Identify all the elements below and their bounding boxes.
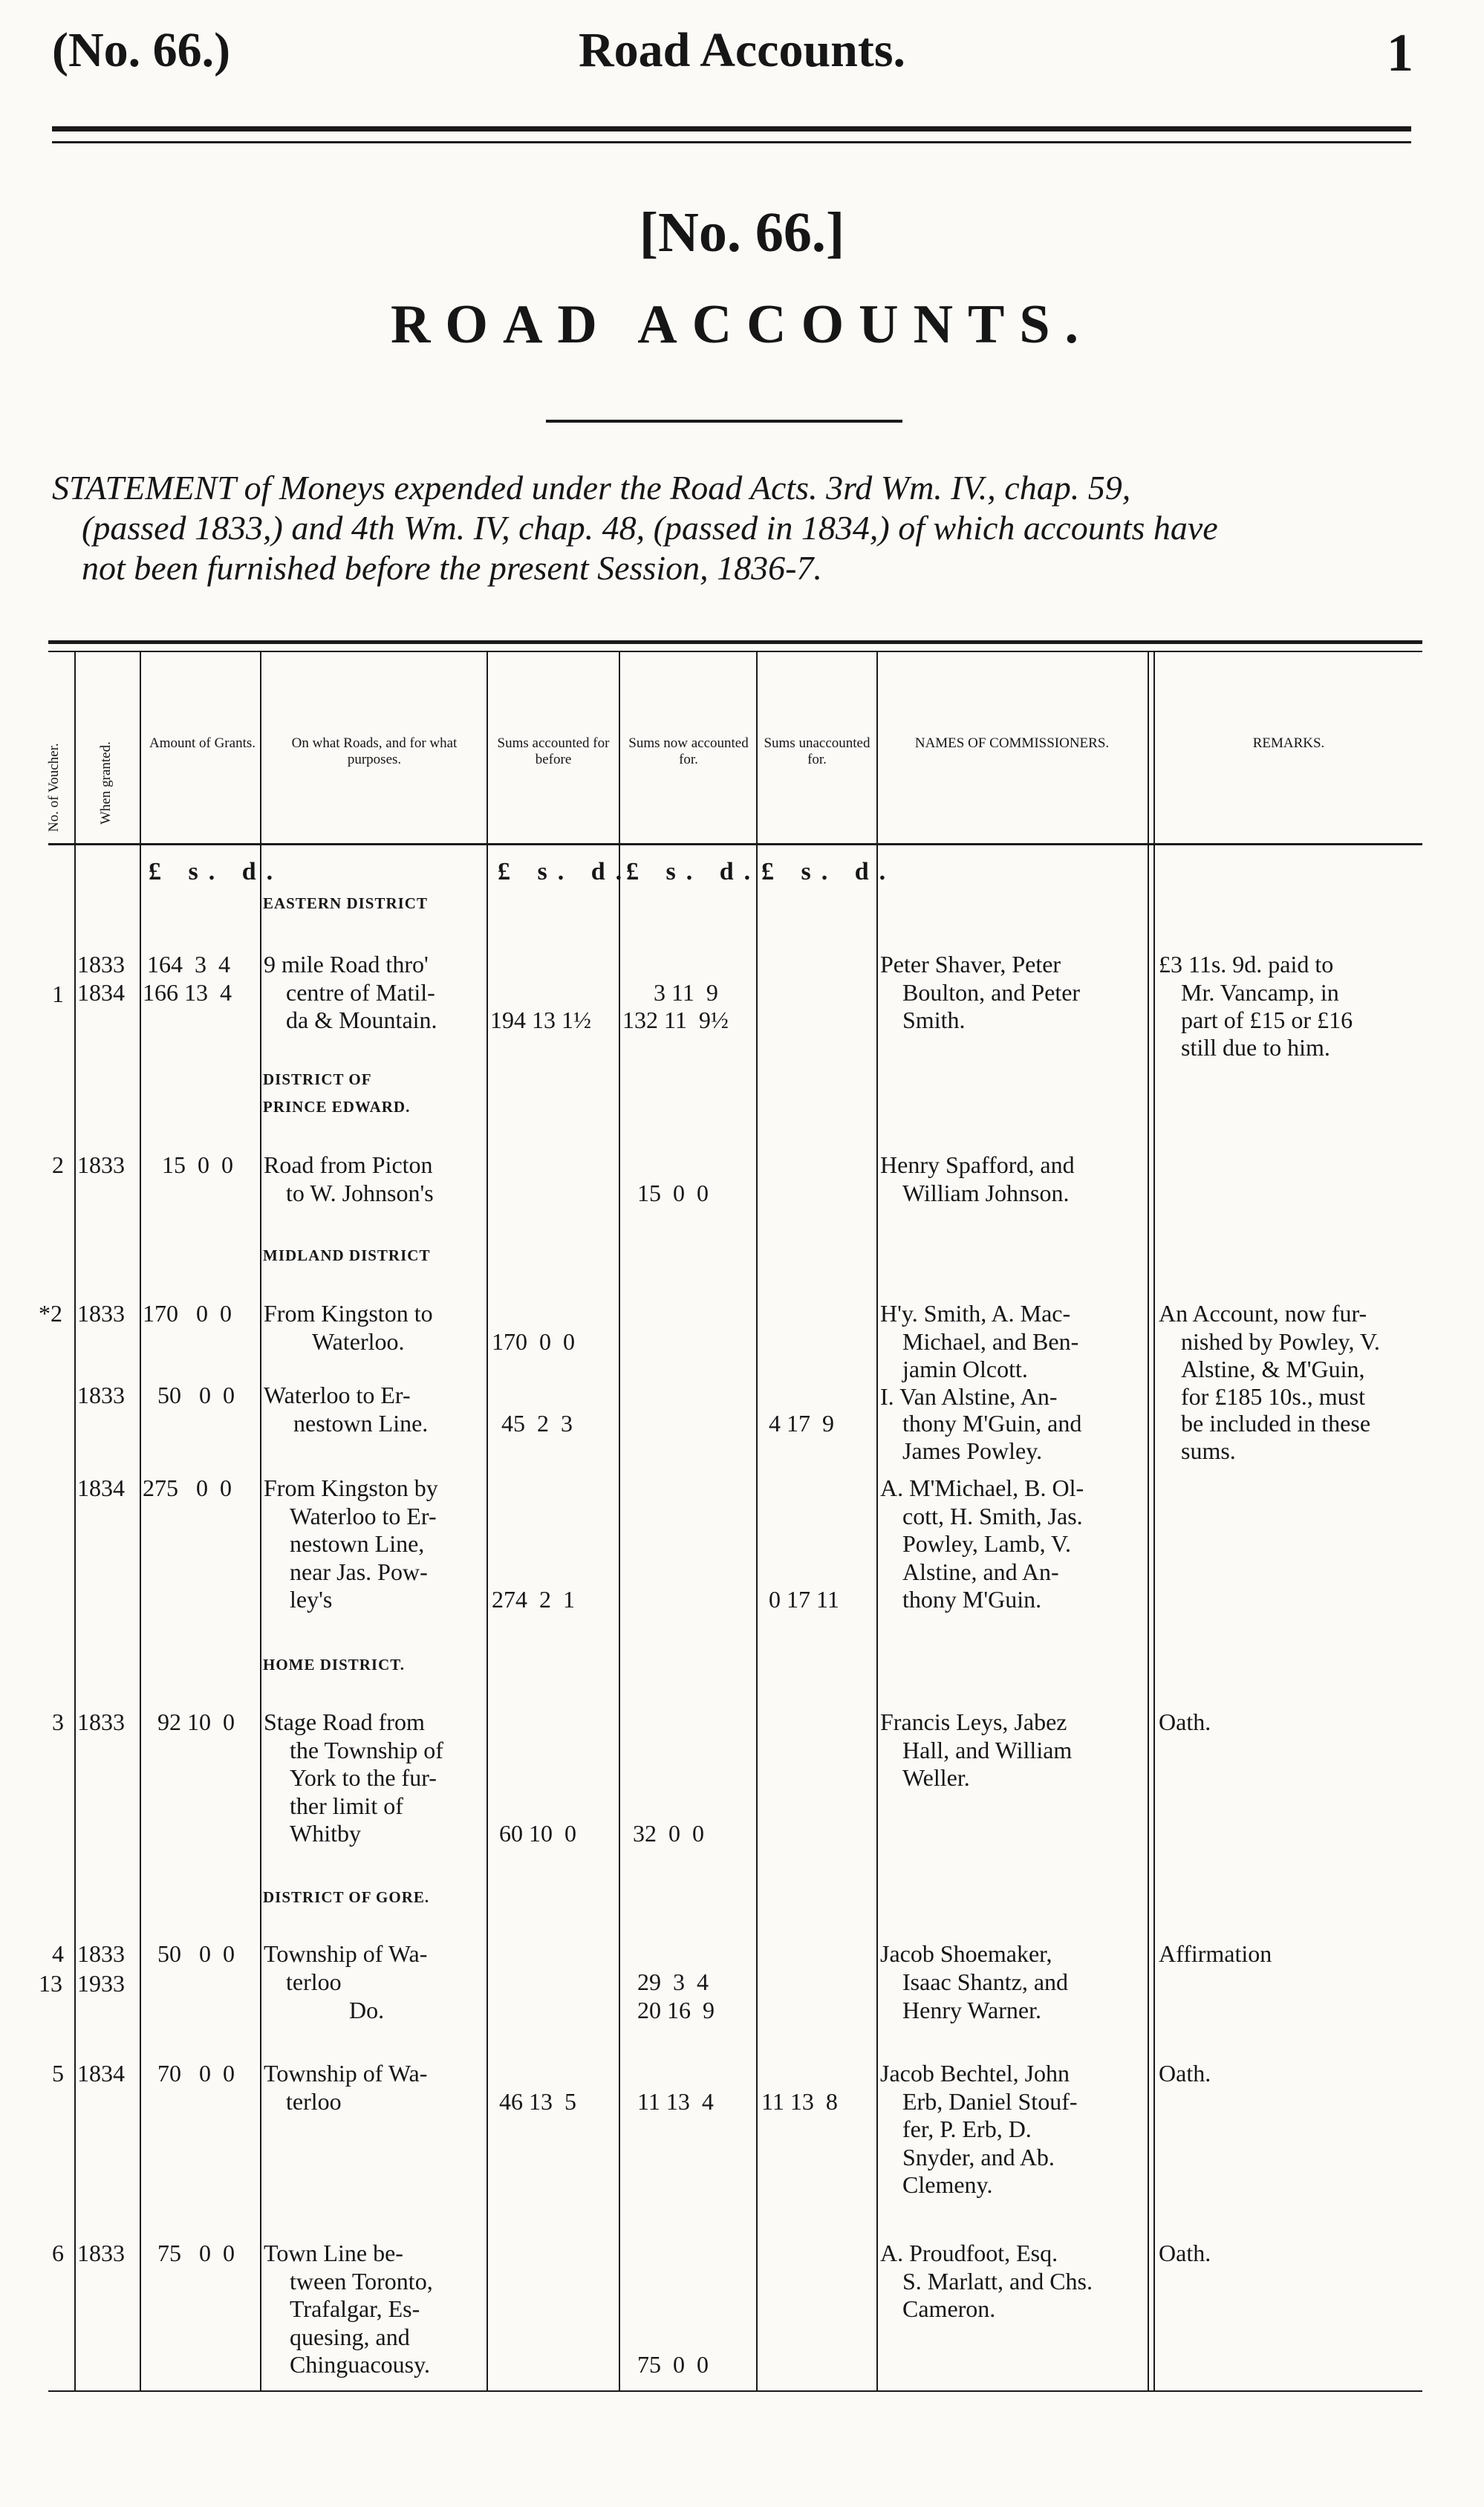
remarks-line: An Account, now fur- xyxy=(1159,1300,1367,1327)
road-purpose-line: ley's xyxy=(290,1586,333,1613)
column-divider xyxy=(140,652,141,2390)
year-granted: 1833 xyxy=(77,1300,125,1327)
year-granted: 1933 xyxy=(77,1970,125,1997)
commissioners-line: William Johnson. xyxy=(902,1180,1070,1206)
title-underline xyxy=(546,420,902,423)
commissioners-line: Snyder, and Ab. xyxy=(902,2144,1055,2171)
commissioners-line: Peter Shaver, Peter xyxy=(880,951,1061,978)
road-purpose-line: York to the fur- xyxy=(290,1764,437,1791)
column-header-purposes: On what Roads, and for what purposes. xyxy=(291,735,458,767)
sum-accounted-now: 3 11 9 xyxy=(654,979,718,1006)
commissioners-line: James Powley. xyxy=(902,1437,1043,1464)
document-number: [No. 66.] xyxy=(639,201,845,264)
document-title: ROAD ACCOUNTS. xyxy=(390,294,1094,355)
district-heading: DISTRICT OF GORE. xyxy=(263,1888,430,1906)
remarks-line: Affirmation xyxy=(1159,1940,1272,1967)
header-rule-thin xyxy=(52,141,1411,143)
road-purpose-line: da & Mountain. xyxy=(286,1007,437,1033)
year-granted: 1833 xyxy=(77,1940,125,1967)
sum-accounted-now: 32 0 0 xyxy=(633,1820,704,1847)
commissioners-line: Alstine, and An- xyxy=(902,1558,1059,1585)
sum-accounted-now: 20 16 9 xyxy=(637,1997,715,2023)
remarks-line: Oath. xyxy=(1159,2060,1211,2087)
commissioners-line: Weller. xyxy=(902,1764,970,1791)
commissioners-line: A. Proudfoot, Esq. xyxy=(880,2240,1058,2266)
road-purpose-line: terloo xyxy=(286,2088,342,2115)
commissioners-line: thony M'Guin. xyxy=(902,1586,1042,1613)
table-bottom-rule xyxy=(48,2390,1422,2392)
sum-unaccounted: 4 17 9 xyxy=(769,1410,834,1437)
year-granted: 1833 xyxy=(77,1708,125,1735)
commissioners-line: Jacob Bechtel, John xyxy=(880,2060,1070,2087)
remarks-line: Alstine, & M'Guin, xyxy=(1181,1356,1365,1382)
table-top-rule-thin xyxy=(48,651,1422,652)
unit-label-before: £ s. d. xyxy=(498,858,633,885)
column-header-grants: Amount of Grants. xyxy=(149,735,256,751)
commissioners-line: H'y. Smith, A. Mac- xyxy=(880,1300,1071,1327)
remarks-line: Oath. xyxy=(1159,2240,1211,2266)
road-purpose-line: terloo xyxy=(286,1968,342,1995)
commissioners-line: cott, H. Smith, Jas. xyxy=(902,1503,1083,1529)
grant-amount: 92 10 0 xyxy=(157,1708,235,1735)
commissioners-line: Francis Leys, Jabez xyxy=(880,1708,1067,1735)
commissioners-line: thony M'Guin, and xyxy=(902,1410,1082,1437)
grant-amount: 70 0 0 xyxy=(157,2060,235,2087)
column-header-when-granted: When granted. xyxy=(98,741,114,825)
statement-line-3: not been furnished before the present Session, 1836-7. xyxy=(82,549,822,587)
column-divider-double xyxy=(1148,652,1155,2390)
road-purpose-line: nestown Line. xyxy=(293,1410,429,1437)
table-top-rule xyxy=(48,640,1422,644)
commissioners-line: Powley, Lamb, V. xyxy=(902,1530,1071,1557)
commissioners-line: fer, P. Erb, D. xyxy=(902,2116,1032,2142)
sum-accounted-before: 60 10 0 xyxy=(499,1820,576,1847)
road-purpose-line: Town Line be- xyxy=(264,2240,403,2266)
grant-amount: 50 0 0 xyxy=(157,1940,235,1967)
year-granted: 1833 xyxy=(77,1151,125,1178)
road-purpose-line: From Kingston to xyxy=(264,1300,433,1327)
sum-accounted-before: 170 0 0 xyxy=(492,1328,575,1355)
road-purpose-line: ther limit of xyxy=(290,1792,403,1819)
column-header-commissioners: NAMES OF COMMISSIONERS. xyxy=(914,735,1110,751)
road-purpose-line: nestown Line, xyxy=(290,1530,425,1557)
statement-line-2: (passed 1833,) and 4th Wm. IV, chap. 48, (passed in 1834,) of which accounts have xyxy=(82,509,1218,547)
sum-accounted-now: 75 0 0 xyxy=(637,2351,709,2378)
road-purpose-line: quesing, and xyxy=(290,2324,410,2350)
road-purpose-line: Township of Wa- xyxy=(264,2060,428,2087)
commissioners-line: Michael, and Ben- xyxy=(902,1328,1079,1355)
road-purpose-line: near Jas. Pow- xyxy=(290,1558,428,1585)
year-granted: 1834 xyxy=(77,979,125,1006)
column-divider xyxy=(619,652,620,2390)
voucher-number: *2 xyxy=(39,1300,62,1327)
road-purpose-line: Do. xyxy=(349,1997,385,2023)
column-header-unaccounted: Sums unaccounted for. xyxy=(764,735,870,767)
commissioners-line: Smith. xyxy=(902,1007,966,1033)
district-heading: DISTRICT OF xyxy=(263,1070,372,1088)
unit-label-grants: £ s. d. xyxy=(149,858,284,885)
column-divider xyxy=(756,652,758,2390)
sum-accounted-before: 194 13 1½ xyxy=(490,1007,591,1033)
commissioners-line: jamin Olcott. xyxy=(902,1356,1028,1382)
district-heading: MIDLAND DISTRICT xyxy=(263,1246,431,1264)
commissioners-line: Jacob Shoemaker, xyxy=(880,1940,1052,1967)
commissioners-line: I. Van Alstine, An- xyxy=(880,1383,1058,1410)
column-divider xyxy=(74,652,76,2390)
table-header-rule xyxy=(48,843,1422,845)
sum-unaccounted: 0 17 11 xyxy=(769,1586,839,1613)
road-purpose-line: Chinguacousy. xyxy=(290,2351,431,2378)
sum-accounted-now: 11 13 4 xyxy=(637,2088,714,2115)
column-header-accounted-before: Sums accounted for before xyxy=(497,735,610,767)
grant-amount: 15 0 0 xyxy=(162,1151,233,1178)
column-header-accounted-now: Sums now accounted for. xyxy=(628,735,749,767)
grant-amount: 275 0 0 xyxy=(143,1474,232,1501)
road-purpose-line: Road from Picton xyxy=(264,1151,433,1178)
remarks-line: for £185 10s., must xyxy=(1181,1383,1365,1410)
year-granted: 1833 xyxy=(77,1382,125,1408)
sum-accounted-now: 132 11 9½ xyxy=(622,1007,729,1033)
road-purpose-line: From Kingston by xyxy=(264,1474,438,1501)
road-purpose-line: Waterloo. xyxy=(312,1328,405,1355)
voucher-number: 5 xyxy=(52,2060,64,2087)
commissioners-line: Isaac Shantz, and xyxy=(902,1968,1069,1995)
voucher-number: 2 xyxy=(52,1151,64,1178)
road-purpose-line: 9 mile Road thro' xyxy=(264,951,429,978)
remarks-line: Oath. xyxy=(1159,1708,1211,1735)
road-purpose-line: the Township of xyxy=(290,1737,443,1763)
sum-accounted-before: 45 2 3 xyxy=(501,1410,573,1437)
remarks-line: part of £15 or £16 xyxy=(1181,1007,1353,1033)
year-granted: 1834 xyxy=(77,1474,125,1501)
sum-accounted-before: 274 2 1 xyxy=(492,1586,575,1613)
road-purpose-line: Township of Wa- xyxy=(264,1940,428,1967)
grant-amount: 50 0 0 xyxy=(157,1382,235,1408)
grant-amount: 164 3 4 xyxy=(147,951,230,978)
voucher-number: 3 xyxy=(52,1708,64,1735)
grant-amount: 166 13 4 xyxy=(143,979,232,1006)
commissioners-line: A. M'Michael, B. Ol- xyxy=(880,1474,1084,1501)
header-series-number: (No. 66.) xyxy=(52,23,231,77)
district-heading: HOME DISTRICT. xyxy=(263,1656,405,1674)
road-purpose-line: Trafalgar, Es- xyxy=(290,2295,420,2322)
page-number: 1 xyxy=(1387,23,1413,82)
column-header-voucher: No. of Voucher. xyxy=(46,743,62,832)
voucher-number: 6 xyxy=(52,2240,64,2266)
year-granted: 1834 xyxy=(77,2060,125,2087)
column-divider xyxy=(260,652,261,2390)
district-heading: PRINCE EDWARD. xyxy=(263,1098,411,1116)
remarks-line: £3 11s. 9d. paid to xyxy=(1159,951,1334,978)
remarks-line: sums. xyxy=(1181,1437,1236,1464)
voucher-number: 1 xyxy=(52,981,64,1007)
grant-amount: 170 0 0 xyxy=(143,1300,232,1327)
road-purpose-line: Waterloo to Er- xyxy=(264,1382,411,1408)
road-purpose-line: Waterloo to Er- xyxy=(290,1503,437,1529)
road-purpose-line: centre of Matil- xyxy=(286,979,435,1006)
sum-accounted-now: 15 0 0 xyxy=(637,1180,709,1206)
road-purpose-line: Stage Road from xyxy=(264,1708,425,1735)
statement-line-1: STATEMENT of Moneys expended under the Road Acts. 3rd Wm. IV., chap. 59, xyxy=(52,469,1131,507)
road-purpose-line: tween Toronto, xyxy=(290,2268,433,2295)
remarks-line: be included in these xyxy=(1181,1410,1371,1437)
unit-label-unaccounted: £ s. d. xyxy=(761,858,896,885)
unit-label-now: £ s. d. xyxy=(626,858,761,885)
commissioners-line: S. Marlatt, and Chs. xyxy=(902,2268,1093,2295)
commissioners-line: Erb, Daniel Stouf- xyxy=(902,2088,1078,2115)
column-divider xyxy=(876,652,878,2390)
grant-amount: 75 0 0 xyxy=(157,2240,235,2266)
header-title: Road Accounts. xyxy=(578,23,906,77)
commissioners-line: Henry Spafford, and xyxy=(880,1151,1075,1178)
sum-accounted-before: 46 13 5 xyxy=(499,2088,576,2115)
sum-accounted-now: 29 3 4 xyxy=(637,1968,709,1995)
road-purpose-line: Whitby xyxy=(290,1820,361,1847)
road-purpose-line: to W. Johnson's xyxy=(286,1180,434,1206)
commissioners-line: Boulton, and Peter xyxy=(902,979,1081,1006)
voucher-number: 4 xyxy=(52,1940,64,1967)
remarks-line: nished by Powley, V. xyxy=(1181,1328,1380,1355)
commissioners-line: Cameron. xyxy=(902,2295,996,2322)
remarks-line: Mr. Vancamp, in xyxy=(1181,979,1339,1006)
column-header-remarks: REMARKS. xyxy=(1252,735,1325,751)
year-granted: 1833 xyxy=(77,951,125,978)
commissioners-line: Henry Warner. xyxy=(902,1997,1041,2023)
column-divider xyxy=(486,652,488,2390)
district-heading: EASTERN DISTRICT xyxy=(263,894,428,912)
remarks-line: still due to him. xyxy=(1181,1034,1330,1061)
year-granted: 1833 xyxy=(77,2240,125,2266)
commissioners-line: Clemeny. xyxy=(902,2171,993,2198)
sum-unaccounted: 11 13 8 xyxy=(761,2088,838,2115)
statement-paragraph xyxy=(52,468,1419,588)
header-rule-thick xyxy=(52,126,1411,131)
commissioners-line: Hall, and William xyxy=(902,1737,1073,1763)
voucher-number: 13 xyxy=(39,1970,62,1997)
